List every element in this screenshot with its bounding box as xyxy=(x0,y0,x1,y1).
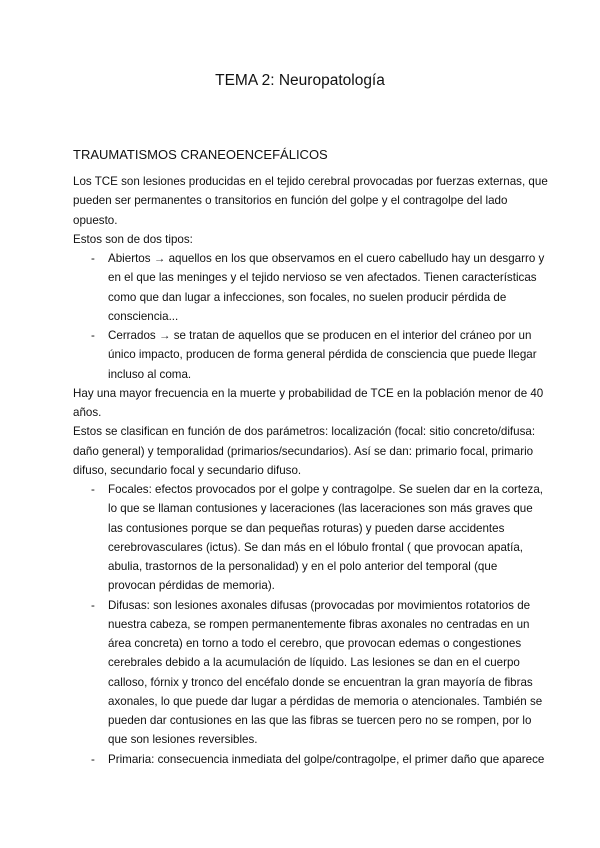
text-line: daño general) y temporalidad (primarios/secundarios). Así se dan: primario focal, primario xyxy=(73,444,534,458)
bullet-dash: - xyxy=(91,252,95,265)
paragraph xyxy=(73,422,543,480)
text-line: Cerrados → se tratan de aquellos que se producen en el interior del cráneo por un xyxy=(108,329,532,342)
text-line: Los TCE son lesiones producidas en el tejido cerebral provocadas por fuerzas externas, que xyxy=(73,175,548,188)
text-line: Difusas: son lesiones axonales difusas (provocadas por movimientos rotatorios de xyxy=(108,598,531,612)
paragraph xyxy=(73,172,548,230)
bullet-dash: - xyxy=(91,752,95,766)
text-line: Abiertos → aquellos en los que observamos en el cuero cabelludo hay un desgarro y xyxy=(108,252,545,265)
text-line: años. xyxy=(73,406,102,419)
document-title: TEMA 2: Neuropatología xyxy=(215,72,385,89)
text-line: cerebrales debido a la acumulación de líquido. Las lesiones se dan en el cuerpo xyxy=(108,656,520,670)
bullet-item xyxy=(73,249,543,326)
text-line: nuestra cabeza, se rompen permanentemente fibras axonales no centradas en un xyxy=(108,617,530,631)
text-line: Primaria: consecuencia inmediata del golpe/contragolpe, el primer daño que aparece xyxy=(108,752,545,766)
text-line: Estos se clasifican en función de dos parámetros: localización (focal: sitio concreto/difusa: xyxy=(73,425,536,439)
text-line: provocan pérdidas de memoria). xyxy=(108,579,275,593)
text-line: lo que se llaman contusiones y laceraciones (las laceraciones son más graves que xyxy=(108,502,533,516)
paragraph xyxy=(73,384,543,423)
text-line: abulia, trastornos de la personalidad) y en el polo anterior del temporal (que xyxy=(108,560,498,573)
bullet-item xyxy=(73,750,543,769)
text-line: las contusiones porque se dan pequeñas roturas) y pueden darse accidentes xyxy=(108,521,505,535)
text-line: Focales: efectos provocados por el golpe y contragolpe. Se suelen dar en la corteza, xyxy=(108,483,544,496)
text-line: difuso, secundario focal y secundario difuso. xyxy=(73,463,302,477)
bullet-item xyxy=(73,480,543,596)
text-line: como que dan lugar a infecciones, son focales, no suelen producir pérdida de xyxy=(108,290,507,304)
text-line: incluso al coma. xyxy=(108,367,192,381)
text-line: pueden ser permanentes o transitorios en función del golpe y el contragolpe del lado xyxy=(73,194,508,208)
document-body xyxy=(73,172,548,769)
text-line: opuesto. xyxy=(73,213,118,227)
text-line: axonales, lo que puede dar lugar a pérdidas de memoria o atencionales. También se xyxy=(108,694,543,708)
bullet-item xyxy=(73,326,543,384)
bullet-dash: - xyxy=(91,598,95,612)
text-line: calloso, fórnix y tronco del encéfalo donde se encuentran la gran mayoría de fibras xyxy=(108,675,533,689)
text-line: cerebrovasculares (ictus). Se dan más en el lóbulo frontal ( que provocan apatía, xyxy=(108,540,524,554)
text-line: Estos son de dos tipos: xyxy=(73,232,193,246)
bullet-dash: - xyxy=(91,329,95,342)
text-line: Hay una mayor frecuencia en la muerte y probabilidad de TCE en la población menor de 40 xyxy=(73,386,544,400)
text-line: consciencia... xyxy=(108,309,179,323)
text-line: área concreta) en torno a todo el cerebro, que provocan edemas o congestiones xyxy=(108,637,522,650)
text-line: que son lesiones reversibles. xyxy=(108,733,258,747)
bullet-dash: - xyxy=(91,483,95,496)
paragraph xyxy=(73,230,543,249)
text-line: en el que las meninges y el tejido nervioso se ven afectados. Tienen características xyxy=(108,271,537,285)
text-line: único impacto, producen de forma general pérdida de consciencia que puede llegar xyxy=(108,348,537,362)
text-line: pueden dar contusiones en las que las fibras se tuercen pero no se rompen, por lo xyxy=(108,714,532,727)
bullet-item xyxy=(73,596,543,750)
section-heading: TRAUMATISMOS CRANEOENCEFÁLICOS xyxy=(73,147,328,162)
